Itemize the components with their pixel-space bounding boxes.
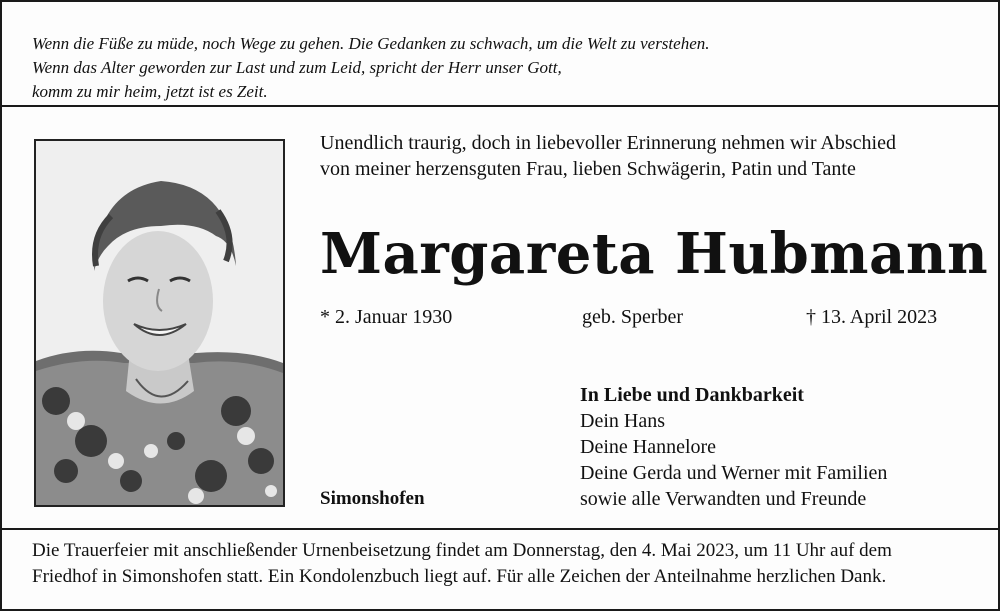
bottom-divider [2,528,998,530]
service-line: Friedhof in Simonshofen statt. Ein Kondolenzbuch liegt auf. Für alle Zeichen der Anteilnahme herzlichen Dank. [32,566,887,587]
signer-line: Dein Hans [580,410,665,432]
signer-line: Deine Hannelore [580,436,717,458]
poem-line: Wenn die Füße zu müde, noch Wege zu gehen. Die Gedanken zu schwach, um die Welt zu verstehen. [32,34,710,53]
poem-line: Wenn das Alter geworden zur Last und zum Leid, spricht der Herr unser Gott, [32,58,562,77]
death-date: † 13. April 2023 [806,306,938,328]
signers-heading: In Liebe und Dankbarkeit [580,384,804,406]
intro-text [320,130,896,182]
deceased-name: Margareta Hubmann [320,221,989,287]
birth-date: * 2. Januar 1930 [320,306,453,328]
service-info [32,538,892,590]
signer-line: Deine Gerda und Werner mit Familien [580,462,888,484]
portrait-illustration [36,141,283,505]
place-name: Simonshofen [320,488,425,509]
signer-line: sowie alle Verwandten und Freunde [580,488,867,510]
poem [32,32,710,104]
top-divider [2,105,998,107]
service-line: Die Trauerfeier mit anschließender Urnenbeisetzung findet am Donnerstag, den 4. Mai 2023, um 11 Uhr auf dem [32,540,892,561]
intro-line: von meiner herzensguten Frau, lieben Schwägerin, Patin und Tante [320,158,856,180]
portrait-photo [34,139,285,507]
poem-line: komm zu mir heim, jetzt ist es Zeit. [32,82,268,101]
maiden-name: geb. Sperber [582,306,684,328]
signers-block [580,382,887,512]
intro-line: Unendlich traurig, doch in liebevoller Erinnerung nehmen wir Abschied [320,132,896,154]
